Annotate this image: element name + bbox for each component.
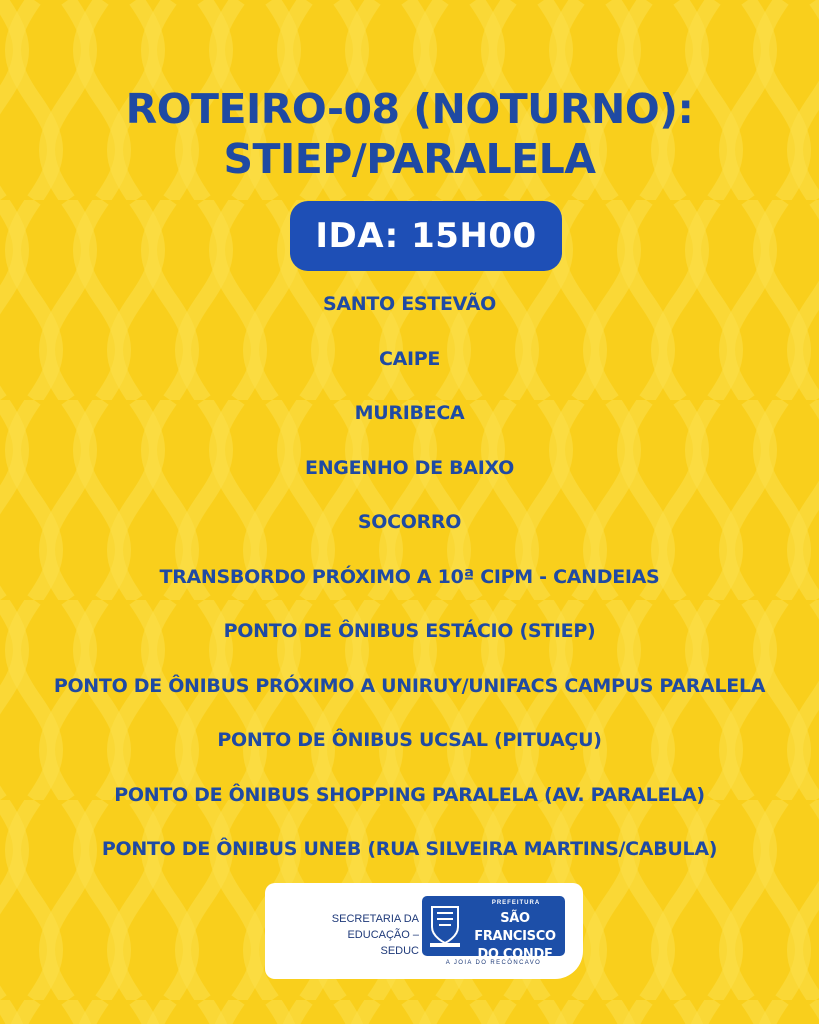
stop-item: TRANSBORDO PRÓXIMO A 10ª CIPM - CANDEIAS: [159, 566, 660, 588]
logo-city-line1: SÃO FRANCISCO: [474, 911, 556, 944]
departure-time-badge: [290, 201, 562, 271]
departure-time-label: IDA: 15H00: [315, 216, 537, 256]
route-title-line1: ROTEIRO-08 (NOTURNO):: [125, 85, 694, 133]
logo-city-name: [466, 910, 564, 964]
department-line1: SECRETARIA DA EDUCAÇÃO –: [331, 913, 419, 941]
coat-of-arms-icon: [428, 903, 462, 949]
footer-card: [265, 883, 583, 979]
stop-item: PONTO DE ÔNIBUS UCSAL (PITUAÇU): [217, 729, 602, 751]
route-title: [0, 84, 819, 184]
stop-item: SOCORRO: [357, 511, 462, 533]
stop-item: PONTO DE ÔNIBUS ESTÁCIO (STIEP): [223, 620, 596, 642]
stop-item: PONTO DE ÔNIBUS PRÓXIMO A UNIRUY/UNIFACS CAMPUS PARALELA: [53, 675, 766, 697]
logo-slogan: A JOIA DO RECÔNCAVO: [445, 960, 542, 966]
stop-item: ENGENHO DE BAIXO: [305, 457, 514, 479]
department-line2: SEDUC: [380, 945, 419, 957]
route-title-line2: STIEP/PARALELA: [223, 135, 596, 183]
logo-prefix: PREFEITURA: [491, 900, 541, 906]
city-hall-logo: [422, 896, 565, 962]
stop-item: SANTO ESTEVÃO: [323, 293, 496, 315]
stop-item: MURIBECA: [354, 402, 465, 424]
stop-item: PONTO DE ÔNIBUS UNEB (RUA SILVEIRA MARTINS/CABULA): [101, 838, 718, 860]
logo-city-line2: DO CONDE: [477, 947, 553, 962]
stop-item: CAIPE: [378, 348, 441, 370]
stop-item: PONTO DE ÔNIBUS SHOPPING PARALELA (AV. PARALELA): [114, 784, 705, 806]
department-name: [279, 911, 419, 959]
